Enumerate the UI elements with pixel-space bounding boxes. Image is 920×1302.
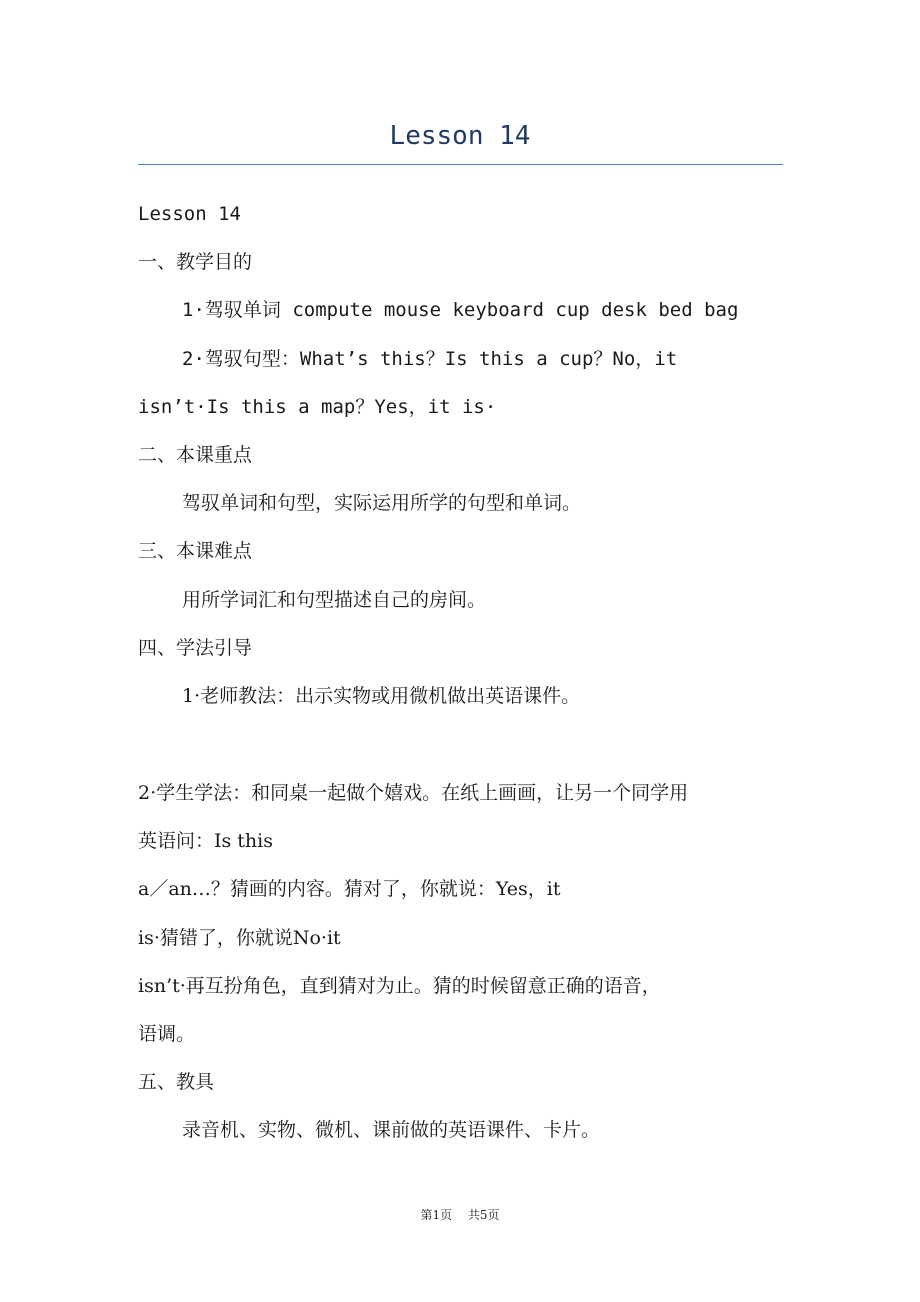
method-student-cont-5: 语调。 [138,1023,196,1045]
objective-1: 1·驾驭单词 compute mouse keyboard cup desk bed bag [182,299,739,321]
page-title: Lesson 14 [389,121,531,151]
method-student-cont-2: a／an…？猜画的内容。猜对了，你就说：Yes，it [138,878,561,900]
method-student-cont-3: is·猜错了，你就说No·it [138,927,341,949]
objective-2: 2·驾驭句型：What’s this？Is this a cup？No，it [182,348,678,370]
page-total: 共5页 [467,1208,500,1222]
method-teacher: 1·老师教法：出示实物或用微机做出英语课件。 [182,685,581,707]
section-heading-difficulties: 三、本课难点 [138,540,253,562]
body-line-lesson: Lesson 14 [138,203,241,225]
section-heading-objectives: 一、教学目的 [138,251,253,273]
page-footer [0,1206,920,1224]
teaching-aids-text: 录音机、实物、微机、课前做的英语课件、卡片。 [182,1119,601,1141]
section-heading-teaching-aids: 五、教具 [138,1071,215,1093]
objective-2-continued: isn’t·Is this a map？Yes，it is· [138,396,497,418]
section-heading-key-points: 二、本课重点 [138,444,253,466]
method-student-cont-1: 英语问：Is this [138,830,273,852]
key-points-text: 驾驭单词和句型，实际运用所学的句型和单词。 [182,492,582,514]
title-underline [138,164,783,165]
section-heading-method: 四、学法引导 [138,637,253,659]
method-student: 2·学生学法：和同桌一起做个嬉戏。在纸上画画，让另一个同学用 [138,782,689,804]
difficulties-text: 用所学词汇和句型描述自己的房间。 [182,589,487,611]
method-student-cont-4: isn’t·再互扮角色，直到猜对为止。猜的时候留意正确的语音， [138,975,661,997]
page-number: 第1页 [420,1208,453,1222]
